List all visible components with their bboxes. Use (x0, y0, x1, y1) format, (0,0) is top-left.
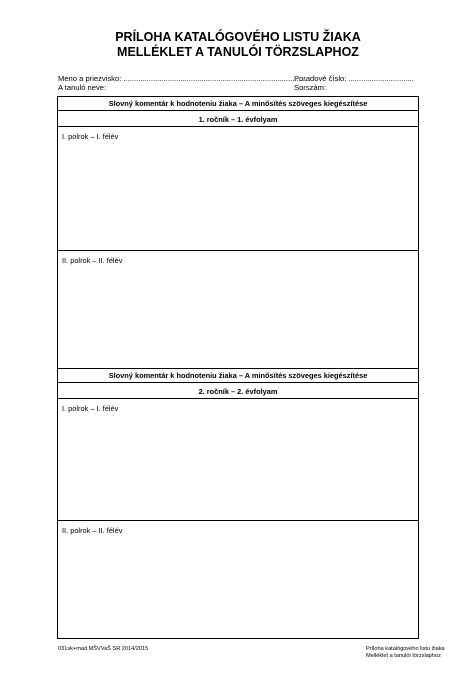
grade-header-1: 1. ročník – 1. évfolyam (58, 113, 418, 127)
comment-area-year1-term2[interactable] (58, 251, 418, 369)
number-field-label-hu: Sorszám: (294, 83, 327, 92)
term-label: I. polrok – I. félév (62, 132, 119, 141)
term-label: I. polrok – I. félév (62, 404, 119, 413)
comment-area-year1-term1[interactable] (58, 127, 418, 251)
footer-caption (366, 646, 445, 660)
comment-area-year2-term2[interactable] (58, 521, 418, 638)
number-field-label: Poradové číslo: ............................... (294, 74, 414, 83)
term-label: II. polrok – II. félév (62, 526, 123, 535)
name-field-label-hu: A tanuló neve: (58, 83, 107, 92)
title-hungarian: MELLÉKLET A TANULÓI TÖRZSLAPHOZ (117, 45, 359, 59)
comment-area-year2-term1[interactable] (58, 399, 418, 521)
form-code: 031sk+mad MŠVVaŠ SR 2014/2015 (58, 646, 149, 652)
title-slovak: PRÍLOHA KATALÓGOVÉHO LISTU ŽIAKA (115, 30, 361, 44)
name-field-label: Meno a priezvisko: ....................................................................................... (58, 74, 307, 83)
comment-header-2: Slovný komentár k hodnoteniu žiaka – A minősítés szöveges kiegészítése (58, 369, 418, 383)
term-label: II. polrok – II. félév (62, 256, 123, 265)
evaluation-sheet (57, 96, 419, 639)
grade-header-2: 2. ročník – 2. évfolyam (58, 385, 418, 399)
comment-header-1: Slovný komentár k hodnoteniu žiaka – A minősítés szöveges kiegészítése (58, 97, 418, 111)
footer-caption-hu: Melléklet a tanulói törzslaphoz (366, 653, 441, 659)
footer-caption-sk: Príloha katalógového listu žiaka (366, 646, 445, 652)
